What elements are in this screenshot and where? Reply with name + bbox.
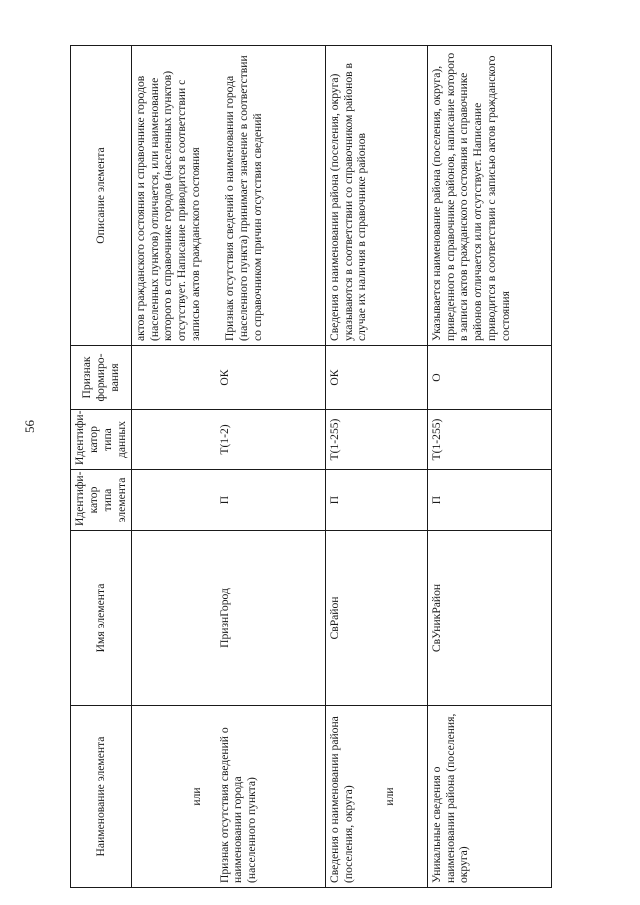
page-number: 56 (22, 420, 37, 433)
table-row (427, 46, 551, 888)
header-data-type-id: Идентифи-катор типа данных (71, 410, 132, 470)
cell-data-type-id (427, 410, 551, 470)
cell-description (427, 46, 551, 346)
element-name-text: СвРайон (327, 596, 341, 640)
type-id-text: П (429, 495, 443, 505)
formation-sign-text: ОК (327, 369, 341, 386)
table-row (325, 46, 427, 888)
cell-name (325, 706, 427, 888)
description-text: Сведения о наименовании района (поселения, округа) указываются в соответствии со справочником районов в случае их наличия в справочнике районов (327, 62, 369, 341)
header-formation-sign: Признак формиро-вания (71, 346, 132, 410)
element-table (70, 45, 552, 888)
data-type-id-text: T(1-2) (217, 424, 231, 455)
row-name-text: Уникальные сведения о наименовании района (поселения, округа) (429, 713, 471, 883)
cell-description (131, 46, 325, 346)
element-name-text: СвУникРайон (429, 583, 443, 653)
type-id-text: П (217, 495, 231, 505)
header-type-id: Идентифи-катор типа элемента (71, 470, 132, 531)
description-continued-text: актов гражданского состояния и справочнике городов (населенных пунктов) отличается, или наименование которого в справочнике городов (населенных пунктов) отсутствует. Написание приводится в соответствии с записью актов гражданского состояния (133, 70, 203, 341)
rotated-table-wrapper (70, 46, 540, 888)
data-type-id-text: T(1-255) (327, 418, 341, 461)
cell-element-name (427, 531, 551, 706)
cell-element-name (325, 531, 427, 706)
cell-description (325, 46, 427, 346)
cell-formation-sign (325, 346, 427, 410)
cell-data-type-id (325, 410, 427, 470)
cell-element-name (131, 531, 325, 706)
formation-sign-text: О (429, 373, 443, 382)
type-id-text: П (327, 495, 341, 505)
row-name-text: Сведения о наименовании района (поселения, округа) (327, 716, 355, 883)
table-header-row (71, 46, 132, 888)
header-element-name: Имя элемента (71, 531, 132, 706)
data-type-id-text: T(1-255) (429, 418, 443, 461)
cell-data-type-id (131, 410, 325, 470)
element-name-text: ПризнГород (217, 588, 231, 648)
table-row (131, 46, 325, 888)
cell-formation-sign (427, 346, 551, 410)
description-text: Признак отсутствия сведений о наименовании города (населенного пункта) принимает значение в соответствии со справочником причин отсутствия сведений (223, 55, 264, 341)
cell-formation-sign (131, 346, 325, 410)
or-label: или (189, 787, 203, 806)
cell-type-id (325, 470, 427, 531)
header-description: Описание элемента (71, 46, 132, 346)
cell-type-id (131, 470, 325, 531)
description-text: Указывается наименование района (поселения, округа), приведенного в справочнике районов, написание которого в записи актов гражданского состояния и справочнике районов отличается или отсутствует. Написание приводится в соответствии с записью актов гражданского состояния (429, 52, 513, 341)
cell-name (427, 706, 551, 888)
row-name-text: Признак отсутствия сведений о наименовании города (населенного пункта) (217, 727, 259, 883)
or-label: или (383, 787, 397, 806)
cell-type-id (427, 470, 551, 531)
cell-name (131, 706, 325, 888)
formation-sign-text: ОК (217, 369, 231, 386)
header-name: Наименование элемента (71, 706, 132, 888)
